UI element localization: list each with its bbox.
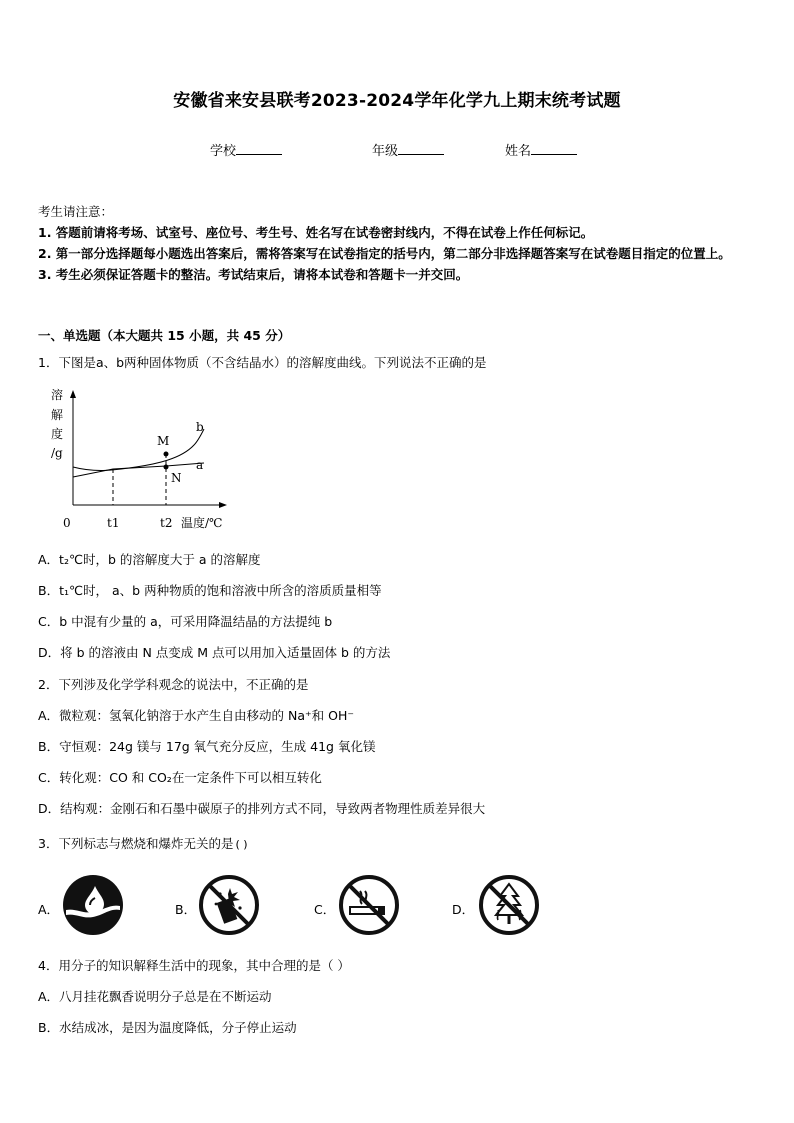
notes-item: 2. 第一部分选择题每小题选出答案后，需将答案写在试卷指定的括号内，第二部分非选择题答案写在试卷题目指定的位置上。	[38, 246, 731, 261]
water-saving-sign-icon	[62, 874, 124, 936]
question-3-stem	[38, 834, 248, 852]
notes-item: 1. 答题前请将考场、试室号、座位号、考生号、姓名写在试卷密封线内，不得在试卷上作任何标记。	[38, 225, 594, 240]
grade-field	[372, 140, 444, 159]
y-axis-label-char: 度	[51, 427, 64, 441]
question-1-option-c: C．b 中混有少量的 a，可采用降温结晶的方法提纯 b	[38, 614, 333, 629]
name-field	[505, 140, 577, 159]
no-smoking-sign-icon	[338, 874, 400, 936]
question-1-option-b: B．t₁℃时， a、b 两种物质的饱和溶液中所含的溶质质量相等	[38, 583, 382, 598]
question-2-option-a: A．微粒观：氢氧化钠溶于水产生自由移动的 Na⁺和 OH⁻	[38, 708, 354, 723]
x-axis-arrow	[219, 502, 227, 508]
question-4-option-a: A．八月挂花飘香说明分子总是在不断运动	[38, 989, 272, 1004]
x-axis-label: 温度/℃	[181, 516, 223, 530]
option-b-label: B．	[175, 902, 197, 917]
question-4-option-b: B．水结成冰，是因为温度降低，分子停止运动	[38, 1020, 297, 1035]
x-tick-label: t2	[160, 516, 173, 530]
option-c-label: C．	[314, 902, 336, 917]
exam-notes	[38, 201, 762, 285]
school-blank	[236, 142, 282, 155]
option-d-label: D．	[452, 902, 475, 917]
question-2-stem: 2．下列涉及化学学科观念的说法中，不正确的是	[38, 677, 309, 692]
no-fireworks-sign-icon	[198, 874, 260, 936]
y-axis-label-char: 解	[51, 408, 64, 422]
no-burning-sign-icon	[478, 874, 540, 936]
point-n-label: N	[171, 471, 182, 485]
question-4-stem: 4．用分子的知识解释生活中的现象，其中合理的是（ ）	[38, 958, 350, 973]
option-a-label: A．	[38, 902, 60, 917]
question-3-options	[38, 874, 638, 946]
y-axis-label-char: /g	[51, 446, 63, 460]
question-1-stem: 1．下图是a、b两种固体物质（不含结晶水）的溶解度曲线。下列说法不正确的是	[38, 355, 487, 370]
notes-item: 3. 考生必须保证答题卡的整洁。考试结束后，请将本试卷和答题卡一并交回。	[38, 267, 469, 282]
y-axis-label-char: 溶	[51, 388, 64, 402]
solubility-curve-chart	[46, 385, 246, 535]
question-1-option-d: D．将 b 的溶液由 N 点变成 M 点可以用加入适量固体 b 的方法	[38, 645, 391, 660]
origin-label: 0	[63, 516, 71, 530]
school-field	[210, 140, 282, 159]
point-n	[164, 465, 169, 470]
y-axis-arrow	[70, 390, 76, 398]
school-label: 学校	[210, 144, 237, 159]
question-3-stem-text: 3．下列标志与燃烧和爆炸无关的是	[38, 836, 234, 851]
x-tick-label: t1	[107, 516, 120, 530]
question-2-option-c: C．转化观：CO 和 CO₂在一定条件下可以相互转化	[38, 770, 322, 785]
name-label: 姓名	[505, 144, 532, 159]
notes-heading: 考生请注意：	[38, 204, 114, 219]
point-m	[164, 452, 169, 457]
question-2-option-d: D．结构观：金刚石和石墨中碳原子的排列方式不同，导致两者物理性质差异很大	[38, 801, 486, 816]
series-a-label: a	[196, 458, 204, 472]
section-heading: 一、单选题（本大题共 15 小题，共 45 分）	[38, 328, 291, 343]
grade-label: 年级	[372, 144, 399, 159]
series-b-label: b	[196, 420, 204, 434]
question-1-option-a: A．t₂℃时，b 的溶解度大于 a 的溶解度	[38, 552, 261, 567]
question-2-option-b: B．守恒观：24g 镁与 17g 氧气充分反应，生成 41g 氧化镁	[38, 739, 376, 754]
exam-title: 安徽省来安县联考2023-2024学年化学九上期末统考试题	[173, 91, 621, 111]
answer-paren: ( )	[235, 838, 248, 851]
name-blank	[531, 142, 577, 155]
point-m-label: M	[157, 434, 170, 448]
grade-blank	[398, 142, 444, 155]
